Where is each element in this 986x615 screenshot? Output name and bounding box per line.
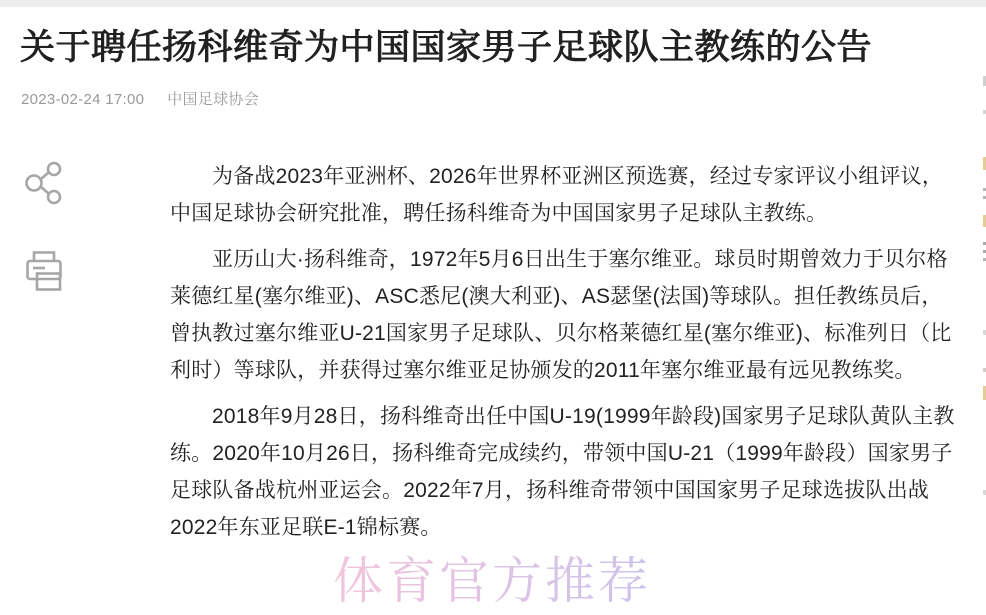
publish-date: 2023-02-24 17:00 — [21, 91, 145, 108]
article-title: 关于聘任扬科维奇为中国国家男子足球队主教练的公告 — [20, 28, 873, 67]
share-button[interactable] — [22, 160, 66, 206]
print-icon — [24, 249, 64, 293]
share-icon — [24, 161, 64, 205]
watermark-text: 体育官方推荐 — [333, 541, 651, 613]
print-button[interactable] — [22, 248, 66, 294]
source-name: 中国足球协会 — [167, 91, 260, 108]
paragraph-1: 为备战2023年亚洲杯、2026年世界杯亚洲区预选赛，经过专家评议小组评议，中国足球协会研究批准，聘任扬科维奇为中国国家男子足球队主教练。 — [170, 165, 944, 225]
side-toolbar — [22, 160, 66, 294]
paragraph-3: 2018年9月28日，扬科维奇出任中国U-19(1999年龄段)国家男子足球队黄队主教练。2020年10月26日，扬科维奇完成续约，带领中国U-21（1999年龄段）国家男子足球队备战杭州亚运会。2022年7月，扬科维奇带领中国国家男子足球选拔队出战2022年东亚足联E-1锦标赛。 — [170, 405, 955, 539]
top-edge-bar — [0, 0, 986, 7]
right-edge-cropped-content — [982, 0, 986, 615]
article-meta — [21, 88, 259, 109]
paragraph-2: 亚历山大·扬科维奇，1972年5月6日出生于塞尔维亚。球员时期曾效力于贝尔格莱德红星(塞尔维亚)、ASC悉尼(澳大利亚)、AS瑟堡(法国)等球队。担任教练员后，曾执教过塞尔维亚U-21国家男子足球队、贝尔格莱德红星(塞尔维亚)、标准列日（比利时）等球队，并获得过塞尔维亚足协颁发的2011年塞尔维亚最有远见教练奖。 — [170, 248, 952, 382]
article-body — [170, 158, 958, 555]
